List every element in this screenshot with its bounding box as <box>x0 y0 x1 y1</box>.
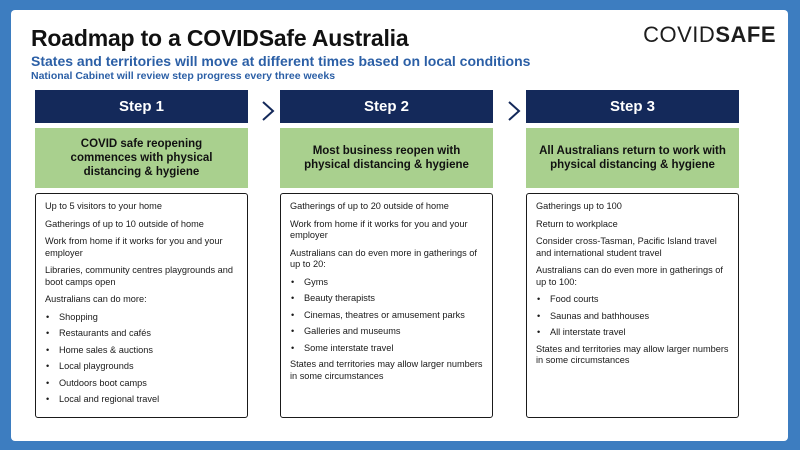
list-item: • Food courts <box>550 294 729 306</box>
step-1-details <box>35 193 248 418</box>
step-2-column <box>280 90 493 418</box>
chevron-right-icon <box>261 100 275 114</box>
step-2-details <box>280 193 493 418</box>
step-3-summary: All Australians return to work with physical distancing & hygiene <box>526 128 739 188</box>
step-1-column <box>35 90 248 418</box>
step-1-item: Up to 5 visitors to your home <box>45 201 162 211</box>
step-1-item: Australians can do more: <box>45 294 147 304</box>
logo-text-covid: COVID <box>643 22 716 47</box>
step-2-footer: States and territories may allow larger numbers in some circumstances <box>290 359 483 381</box>
list-item: • Local playgrounds <box>59 361 238 373</box>
step-1-item: Work from home if it works for you and your employer <box>45 236 223 258</box>
covidsafe-logo <box>643 22 776 48</box>
list-item: • Restaurants and cafés <box>59 328 238 340</box>
list-item: • Outdoors boot camps <box>59 378 238 390</box>
review-note: National Cabinet will review step progress every three weeks <box>31 70 336 82</box>
logo-text-safe: SAFE <box>715 22 776 47</box>
page-title: Roadmap to a COVIDSafe Australia <box>31 25 409 51</box>
step-2-summary: Most business reopen with physical distancing & hygiene <box>280 128 493 188</box>
step-2-header: Step 2 <box>280 90 493 123</box>
step-3-item: Australians can do even more in gatherings of up to 100: <box>536 265 723 287</box>
roadmap-slide <box>11 10 788 441</box>
step-1-header: Step 1 <box>35 90 248 123</box>
step-3-item: Gatherings up to 100 <box>536 201 622 211</box>
list-item: • Some interstate travel <box>304 343 483 355</box>
step-2-item: Australians can do even more in gatherings of up to 20: <box>290 247 477 269</box>
list-item: • Beauty therapists <box>304 293 483 305</box>
step-3-bullet-list <box>536 294 729 339</box>
step-2-item: Work from home if it works for you and your employer <box>290 218 468 240</box>
list-item: • Shopping <box>59 312 238 324</box>
step-3-details <box>526 193 739 418</box>
list-item: • Gyms <box>304 277 483 289</box>
list-item: • Home sales & auctions <box>59 345 238 357</box>
step-1-item: Libraries, community centres playgrounds and boot camps open <box>45 265 233 287</box>
step-2-bullet-list <box>290 277 483 355</box>
step-1-summary: COVID safe reopening commences with physical distancing & hygiene <box>35 128 248 188</box>
list-item: • Local and regional travel <box>59 394 238 406</box>
step-3-footer: States and territories may allow larger numbers in some circumstances <box>536 343 729 365</box>
list-item: • Saunas and bathhouses <box>550 311 729 323</box>
step-1-bullet-list <box>45 312 238 406</box>
chevron-right-icon <box>507 100 521 114</box>
list-item: • Cinemas, theatres or amusement parks <box>304 310 483 322</box>
list-item: • Galleries and museums <box>304 326 483 338</box>
step-3-header: Step 3 <box>526 90 739 123</box>
step-3-item: Return to workplace <box>536 218 618 229</box>
step-3-item: Consider cross-Tasman, Pacific Island travel and international student travel <box>536 236 717 258</box>
list-item: • All interstate travel <box>550 327 729 339</box>
step-2-item: Gatherings of up to 20 outside of home <box>290 201 449 211</box>
step-3-column <box>526 90 739 418</box>
page-subtitle: States and territories will move at different times based on local conditions <box>31 53 531 69</box>
step-1-item: Gatherings of up to 10 outside of home <box>45 218 204 229</box>
